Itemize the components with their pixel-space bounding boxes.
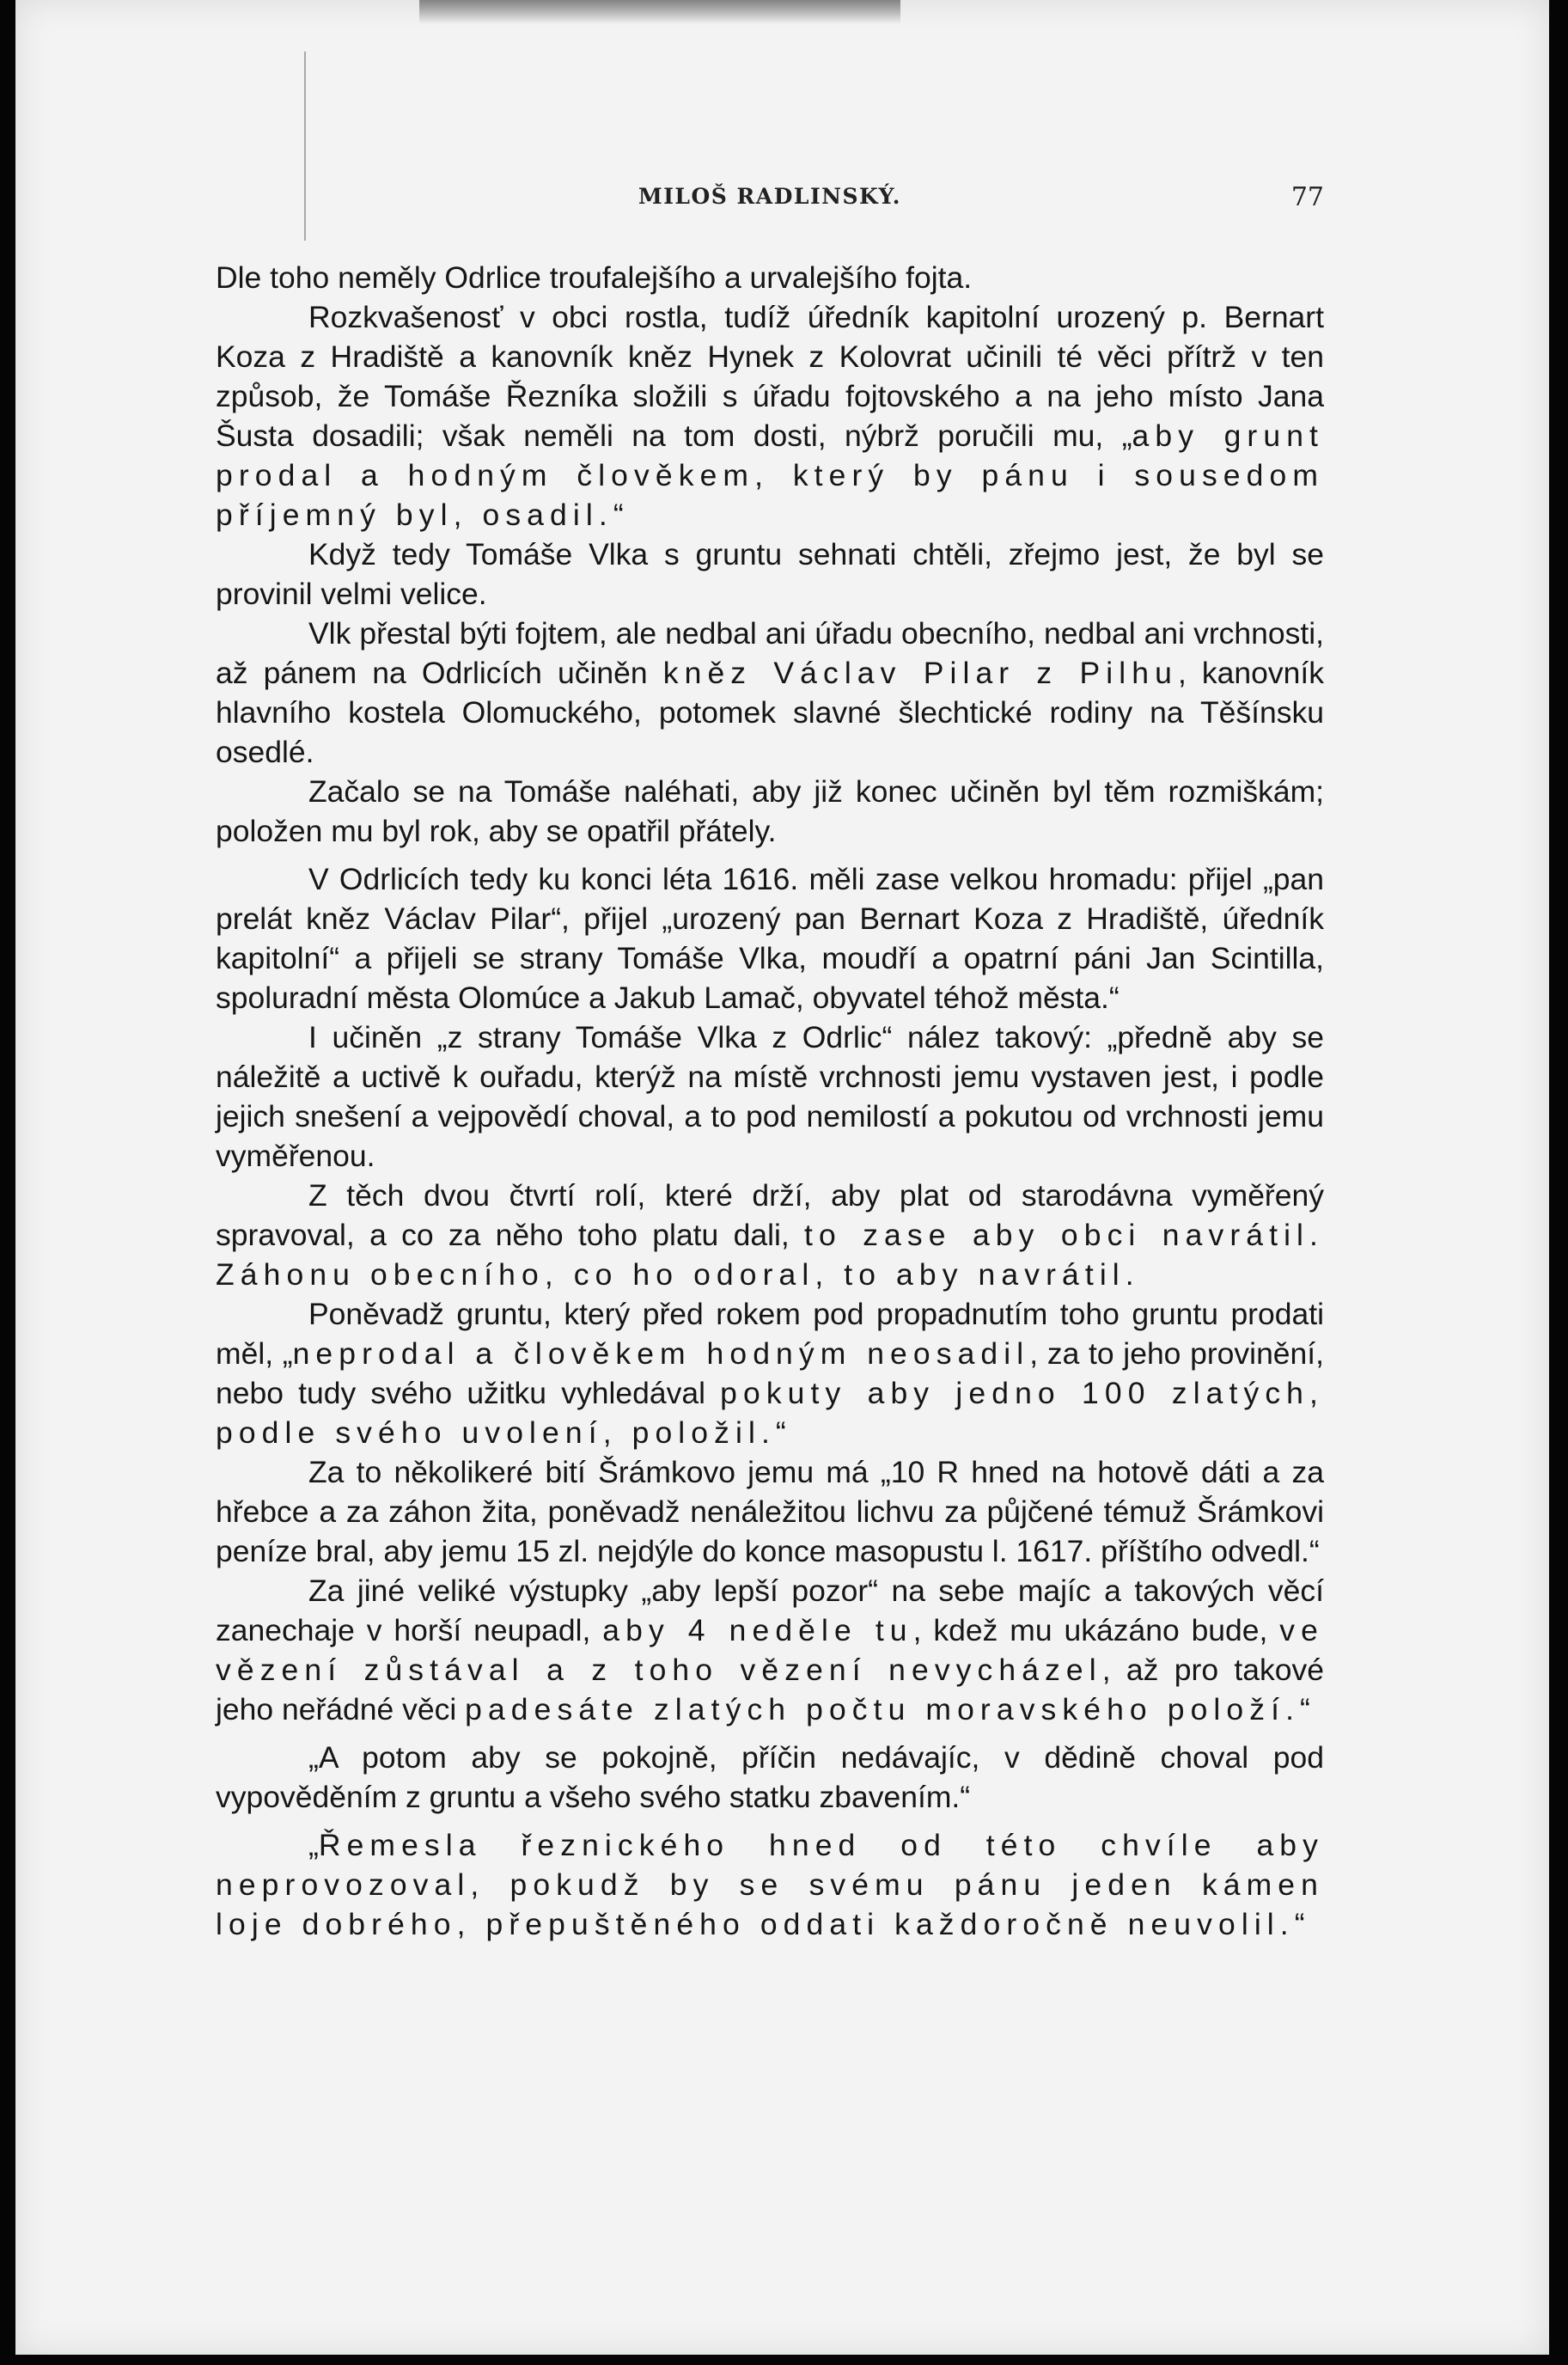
text-run: „A potom aby se pokojně, příčin nedávajíc, v dědině choval pod vypověděním z gruntu a všeho svého statku zbavením.“ — [216, 1740, 1324, 1814]
paragraph-4 — [216, 614, 1324, 772]
text-run: , za to jeho provinění, nebo tudy svého užitku vyhledával — [216, 1336, 1325, 1410]
text-run: Vlk přestal býti fojtem, ale nedbal ani úřadu obecního, nedbal ani vrchnosti, až pánem na Odrlicích učiněn — [216, 616, 1324, 690]
text-run: Rozkvašenosť v obci rostla, tudíž úředník kapitolní urozený p. Bernart Koza z Hradiště a kanovník kněz Hynek z Kolovrat učinili té věci přítrž v ten způsob, že Tomáše Řezníka složili s úřadu fojtovského a na jeho místo Jana Šusta dosadili; však neměli na tom dosti, nýbrž poručili mu, „ — [216, 300, 1324, 453]
scan-edge-mark — [419, 0, 900, 24]
paragraph-2 — [216, 297, 1324, 535]
spaced-emphasis: aby grunt prodal a hodným člověkem, který by pánu i sousedom příjemný byl, osadil. — [216, 419, 1324, 532]
text-run: “ — [1300, 1692, 1310, 1726]
page-number: 77 — [1290, 182, 1324, 212]
paragraph-10 — [216, 1452, 1324, 1571]
text-run: “ — [1294, 1907, 1305, 1941]
paragraph-9 — [216, 1294, 1324, 1452]
text-run: Když tedy Tomáše Vlka s gruntu sehnati chtěli, zřejmo jest, že byl se provinil velmi velice. — [216, 537, 1324, 611]
text-run: , kdež mu ukázáno bude, — [912, 1613, 1280, 1647]
spaced-emphasis: Řemesla řeznického hned od této chvíle aby neprovozoval, pokudž by se svému pánu jeden kámen loje dobrého, přepuštěného oddati každoročně neuvolil. — [216, 1828, 1324, 1941]
text-run: Dle toho neměly Odrlice troufalejšího a urvalejšího fojta. — [216, 260, 973, 295]
spaced-emphasis: ve vězení zůstával a z toho vězení nevycházel — [216, 1613, 1324, 1687]
text-body — [216, 258, 1324, 1944]
paragraph-7 — [216, 1018, 1324, 1176]
text-run: „ — [308, 1828, 319, 1862]
spaced-emphasis: pokuty aby jedno 100 zlatých, podle svého uvolení, položil. — [216, 1376, 1324, 1450]
paragraph-3 — [216, 535, 1324, 614]
spaced-emphasis: kněz Václav Pilar z Pilhu — [662, 656, 1178, 690]
paragraph-1 — [216, 258, 1324, 297]
running-head: MILOŠ RADLINSKÝ. — [638, 184, 901, 209]
text-run: , až pro takové jeho neřádné věci — [216, 1653, 1324, 1726]
text-run: “ — [775, 1415, 786, 1450]
text-run: “ — [613, 498, 624, 532]
spaced-emphasis: aby 4 neděle tu — [602, 1613, 913, 1647]
paragraph-6 — [216, 859, 1324, 1018]
paragraph-11 — [216, 1571, 1324, 1729]
spaced-emphasis: to zase aby obci navrátil. Záhonu obecního, co ho odoral, to aby navrátil. — [216, 1218, 1325, 1292]
text-run: Za jiné veliké výstupky „aby lepší pozor“ na sebe majíc a takových věcí zanechaje v horší neupadl, — [216, 1574, 1324, 1647]
text-run: , kanovník hlavního kostela Olomuckého, potomek slavné šlechtické rodiny na Těšínsku osedlé. — [216, 656, 1324, 769]
text-run: Začalo se na Tomáše naléhati, aby již konec učiněn byl těm rozmiškám; položen mu byl rok, aby se opatřil přátely. — [216, 774, 1324, 848]
text-run: Z těch dvou čtvrtí rolí, které drží, aby plat od starodávna vyměřený spravoval, a co za něho toho platu dali, — [216, 1178, 1324, 1252]
paragraph-12 — [216, 1738, 1324, 1817]
text-run: V Odrlicích tedy ku konci léta 1616. měli zase velkou hromadu: přijel „pan prelát kněz Václav Pilar“, přijel „urozený pan Bernart Koza z Hradiště, úředník kapitolní“ a přijeli se strany Tomáše Vlka, moudří a opatrní páni Jan Scintilla, spoluradní města Olomúce a Jakub Lamač, obyvatel téhož města.“ — [216, 862, 1324, 1015]
page-header — [216, 182, 1324, 220]
paragraph-13 — [216, 1825, 1324, 1944]
text-run: Za to několikeré bití Šrámkovo jemu má „10 R hned na hotově dáti a za hřebce a za záhon žita, poněvadž nenáležitou lichvu za půjčené témuž Šrámkovi peníze bral, aby jemu 15 zl. nejdýle do konce masopustu l. 1617. příštího odvedl.“ — [216, 1455, 1324, 1568]
paragraph-5 — [216, 772, 1324, 851]
paragraph-8 — [216, 1176, 1324, 1294]
book-page — [15, 0, 1549, 2355]
spaced-emphasis: padesáte zlatých počtu moravského položí. — [465, 1692, 1301, 1726]
spaced-emphasis: neprodal a člověkem hodným neosadil — [292, 1336, 1030, 1371]
text-run: I učiněn „z strany Tomáše Vlka z Odrlic“ nález takový: „předně aby se náležitě a uctivě k ouřadu, kterýž na místě vrchnosti jemu vystaven jest, i podle jejich snešení a vejpovědí choval, a to pod nemilostí a pokutou od vrchnosti jemu vyměřenou. — [216, 1020, 1324, 1173]
text-run: Poněvadž gruntu, který před rokem pod propadnutím toho gruntu prodati měl, „ — [216, 1297, 1324, 1371]
